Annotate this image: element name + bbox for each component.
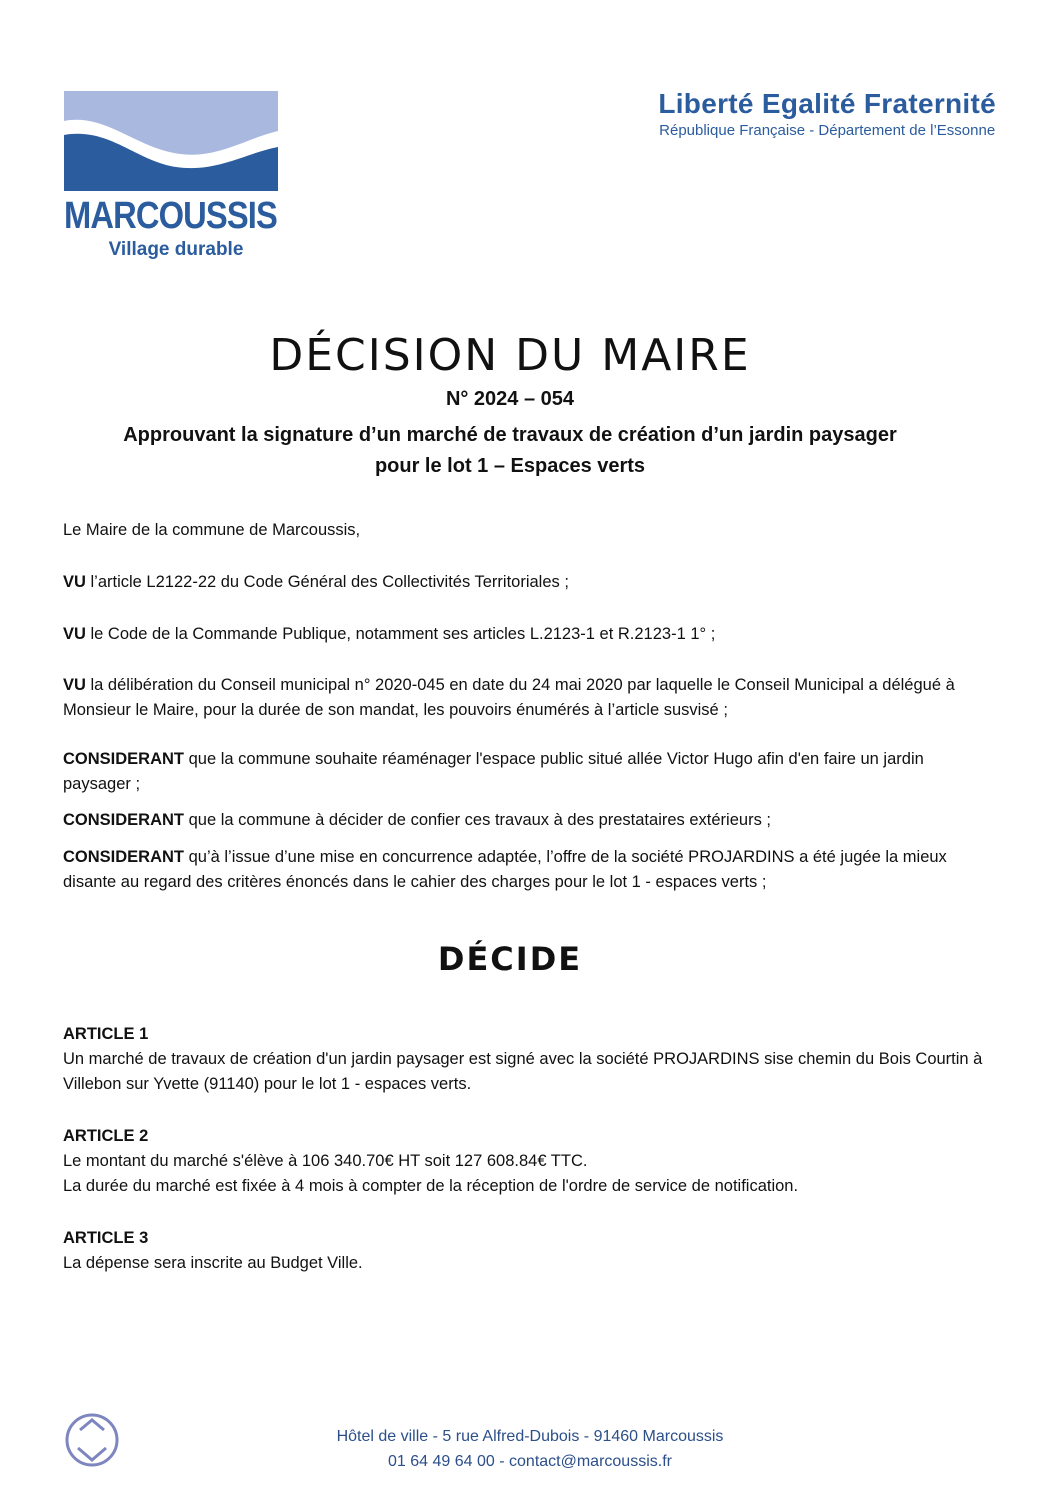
considerant-paragraph-2 xyxy=(63,808,993,833)
marcoussis-logo xyxy=(64,91,278,266)
article-heading: ARTICLE 2 xyxy=(63,1127,149,1145)
vu-text: le Code de la Commande Publique, notamment ses articles L.2123-1 et R.2123-1 1° ; xyxy=(85,625,716,643)
article-2 xyxy=(63,1124,993,1199)
vu-text: l’article L2122-22 du Code Général des Collectivités Territoriales ; xyxy=(85,573,569,591)
article-heading: ARTICLE 3 xyxy=(63,1229,149,1247)
decision-number: N° 2024 – 054 xyxy=(445,388,575,410)
footer-address: Hôtel de ville - 5 rue Alfred-Dubois - 91460 Marcoussis xyxy=(336,1428,724,1445)
considerant-paragraph-3 xyxy=(63,845,993,895)
considerant-paragraph-1 xyxy=(63,747,993,797)
article-text: Un marché de travaux de création d'un jardin paysager est signé avec la société PROJARDINS sise chemin du Bois Courtin à Villebon sur Yvette (91140) pour le lot 1 - espaces verts. xyxy=(63,1050,983,1093)
logo-name: MARCOUSSIS xyxy=(64,195,277,237)
vu-text: la délibération du Conseil municipal n° 2020-045 en date du 24 mai 2020 par laquelle le Conseil Municipal a délégué à Monsieur le Maire, pour la durée de son mandat, les pouvoirs énumérés à l’article susvisé ; xyxy=(63,676,955,719)
page-title: DÉCISION DU MAIRE xyxy=(269,330,751,381)
article-heading: ARTICLE 1 xyxy=(63,1025,149,1043)
intro-paragraph: Le Maire de la commune de Marcoussis, xyxy=(63,521,361,539)
recycled-paper-icon xyxy=(64,1408,120,1470)
considerant-label: CONSIDERANT xyxy=(63,848,185,866)
vu-paragraph-1 xyxy=(63,570,993,595)
vu-label: VU xyxy=(63,625,86,643)
subtitle-line-1: Approuvant la signature d’un marché de travaux de création d’un jardin paysager xyxy=(123,424,897,446)
considerant-text: que la commune souhaite réaménager l'espace public situé allée Victor Hugo afin d'en faire un jardin paysager ; xyxy=(63,750,924,793)
considerant-label: CONSIDERANT xyxy=(63,811,185,829)
motto-sub: République Française - Département de l’Essonne xyxy=(659,122,996,139)
article-text: Le montant du marché s'élève à 106 340.70€ HT soit 127 608.84€ TTC. xyxy=(63,1152,588,1170)
vu-paragraph-2 xyxy=(63,622,993,647)
motto-main: Liberté Egalité Fraternité xyxy=(658,88,996,119)
logo-tagline: Village durable xyxy=(108,239,244,260)
subtitle-line-2: pour le lot 1 – Espaces verts xyxy=(374,455,646,477)
footer xyxy=(300,1424,760,1474)
considerant-label: CONSIDERANT xyxy=(63,750,185,768)
vu-label: VU xyxy=(63,573,86,591)
footer-contact: 01 64 49 64 00 - contact@marcoussis.fr xyxy=(388,1453,672,1470)
article-text: La dépense sera inscrite au Budget Ville. xyxy=(63,1254,363,1272)
decide-heading: DÉCIDE xyxy=(437,940,583,978)
article-text: La durée du marché est fixée à 4 mois à compter de la réception de l'ordre de service de notification. xyxy=(63,1177,799,1195)
article-1 xyxy=(63,1022,993,1097)
article-3 xyxy=(63,1226,993,1276)
vu-paragraph-3 xyxy=(63,673,993,723)
considerant-text: que la commune à décider de confier ces travaux à des prestataires extérieurs ; xyxy=(184,811,771,829)
republic-motto xyxy=(658,88,996,139)
logo-wave-icon xyxy=(64,91,278,191)
vu-label: VU xyxy=(63,676,86,694)
decision-subtitle xyxy=(80,420,940,482)
considerant-text: qu’à l’issue d’une mise en concurrence adaptée, l’offre de la société PROJARDINS a été jugée la mieux disante au regard des critères énoncés dans le cahier des charges pour le lot 1 - espaces verts ; xyxy=(63,848,947,891)
